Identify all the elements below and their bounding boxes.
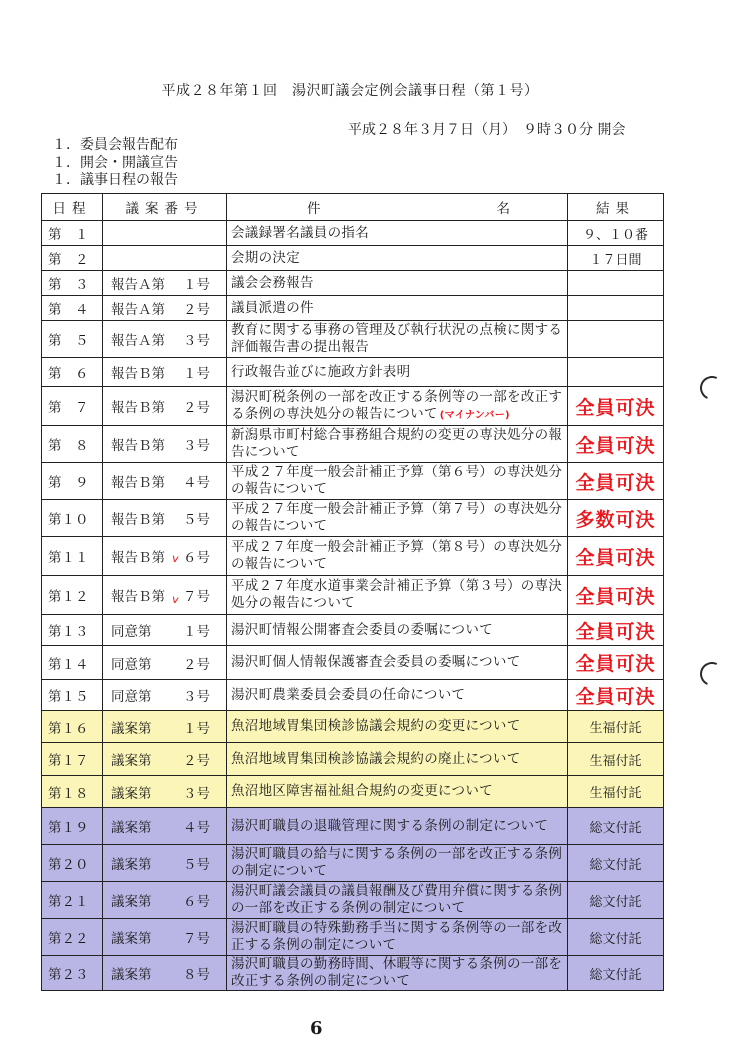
table-row xyxy=(42,246,664,271)
bill-number-prefix: 同意第 xyxy=(111,689,152,705)
item-name: 湯沢町職員の特殊勤務手当に関する条例等の一部を改正する条例の制定について xyxy=(231,920,563,953)
bill-number-value: ７号 xyxy=(183,589,210,605)
cell-result xyxy=(568,882,664,919)
bill-number-value: ３号 xyxy=(183,689,210,705)
bill-number-value: ２号 xyxy=(183,656,210,673)
agenda-item-number: １． xyxy=(52,154,80,171)
cell-name xyxy=(227,463,568,500)
table-row xyxy=(42,919,664,956)
cell-name xyxy=(227,743,568,776)
cell-name xyxy=(227,246,568,271)
table-row xyxy=(42,845,664,882)
bill-number-prefix: 報告Ａ第 xyxy=(111,333,165,349)
bill-number-prefix: 報告Ｂ第 xyxy=(111,366,165,382)
cell-day: 第１９ xyxy=(42,808,103,845)
bill-number-prefix: 議案第 xyxy=(111,894,152,910)
table-row xyxy=(42,537,664,576)
table-header-row xyxy=(42,194,664,221)
bill-number-value: １号 xyxy=(183,624,210,640)
bill-number-value: ６号 xyxy=(183,550,210,566)
table-row xyxy=(42,500,664,537)
cell-result xyxy=(568,500,664,537)
item-name: 湯沢町情報公開審査会委員の委嘱について xyxy=(231,621,493,638)
agenda-item xyxy=(52,137,178,155)
cell-bill-number xyxy=(103,246,227,271)
table-row xyxy=(42,882,664,919)
table-row xyxy=(42,680,664,711)
cell-name xyxy=(227,919,568,956)
cell-day: 第１８ xyxy=(42,776,103,808)
cell-day: 第 ２ xyxy=(42,246,103,271)
result-text: １７日間 xyxy=(589,252,642,268)
cell-name xyxy=(227,500,568,537)
bill-number-value: １号 xyxy=(183,720,210,737)
bill-number-prefix: 報告Ｂ第 xyxy=(111,475,165,491)
table-row xyxy=(42,776,664,808)
page-number: 6 xyxy=(310,1018,323,1039)
cell-result xyxy=(568,321,664,358)
item-name: 平成２７年度一般会計補正予算（第７号）の専決処分の報告について xyxy=(231,501,563,534)
cell-name xyxy=(227,646,568,680)
cell-name xyxy=(227,426,568,463)
cell-result xyxy=(568,845,664,882)
table-row xyxy=(42,358,664,387)
cell-day: 第１５ xyxy=(42,680,103,711)
table-row xyxy=(42,711,664,743)
table-row xyxy=(42,646,664,680)
table-row xyxy=(42,221,664,246)
cell-bill-number xyxy=(103,680,227,711)
bill-number-prefix: 議案第 xyxy=(111,967,152,983)
table-row xyxy=(42,296,664,321)
agenda-item-text: 委員会報告配布 xyxy=(80,137,178,153)
bill-number-prefix: 報告Ａ第 xyxy=(111,277,165,293)
cell-bill-number xyxy=(103,296,227,321)
cell-day: 第 ４ xyxy=(42,296,103,321)
cell-day: 第１３ xyxy=(42,615,103,646)
cell-day: 第１６ xyxy=(42,711,103,743)
result-stamp: 全員可決 xyxy=(575,585,656,608)
result-stamp: 多数可決 xyxy=(575,508,656,531)
cell-day: 第 ３ xyxy=(42,271,103,296)
cell-day: 第 ９ xyxy=(42,463,103,500)
result-stamp: 全員可決 xyxy=(575,396,656,419)
cell-name xyxy=(227,387,568,426)
bill-number-prefix: 報告Ｂ第 xyxy=(111,400,165,416)
bill-number-prefix: 議案第 xyxy=(111,785,152,802)
cell-day: 第２３ xyxy=(42,956,103,991)
cell-result xyxy=(568,246,664,271)
cell-bill-number xyxy=(103,882,227,919)
cell-result xyxy=(568,919,664,956)
cell-bill-number xyxy=(103,358,227,387)
bill-number-prefix: 議案第 xyxy=(111,857,152,873)
cell-name xyxy=(227,576,568,615)
item-name: 魚沼地域胃集団検診協議会規約の廃止について xyxy=(231,750,521,767)
cell-day: 第 ６ xyxy=(42,358,103,387)
bill-number-prefix: 議案第 xyxy=(111,753,152,769)
handwritten-note: (マイナンバー) xyxy=(439,409,510,421)
table-row xyxy=(42,956,664,991)
result-stamp: 全員可決 xyxy=(575,685,656,708)
result-stamp: 全員可決 xyxy=(575,653,656,675)
result-stamp: 全員可決 xyxy=(575,620,656,643)
cell-result xyxy=(568,221,664,246)
page-title: 平成２８年第１回 湯沢町議会定例会議事日程（第１号） xyxy=(161,83,539,99)
cell-result xyxy=(568,615,664,646)
bill-number-value: １号 xyxy=(183,366,210,382)
cell-day: 第 ５ xyxy=(42,321,103,358)
cell-day: 第 １ xyxy=(42,221,103,246)
item-name: 行政報告並びに施政方針表明 xyxy=(231,363,411,380)
agenda-items xyxy=(52,137,178,190)
cell-name xyxy=(227,845,568,882)
bill-number-value: ３号 xyxy=(183,438,210,454)
bill-number-prefix: 報告Ｂ第 xyxy=(111,438,165,454)
bill-number-value: ５号 xyxy=(183,512,210,528)
item-name: 会期の決定 xyxy=(231,249,300,266)
item-name: 議員派遣の件 xyxy=(231,299,314,316)
bill-number-value: ５号 xyxy=(183,857,210,873)
item-name: 議会会務報告 xyxy=(231,274,314,291)
item-name: 湯沢町個人情報保護審査会委員の委嘱について xyxy=(231,654,521,670)
item-name: 湯沢町議会議員の議員報酬及び費用弁償に関する条例の一部を改正する条例の制定について xyxy=(231,883,563,916)
item-name: 会議録署名議員の指名 xyxy=(231,224,369,241)
table-row xyxy=(42,271,664,296)
cell-bill-number xyxy=(103,500,227,537)
item-name: 魚沼地域胃集団検診協議会規約の変更について xyxy=(231,718,521,734)
cell-bill-number xyxy=(103,321,227,358)
cell-result xyxy=(568,271,664,296)
cell-name xyxy=(227,271,568,296)
result-stamp: 全員可決 xyxy=(575,471,656,494)
cell-result xyxy=(568,358,664,387)
bill-number-value: ２号 xyxy=(183,302,210,318)
table-row xyxy=(42,576,664,615)
cell-day: 第１７ xyxy=(42,743,103,776)
cell-day: 第２１ xyxy=(42,882,103,919)
cell-bill-number xyxy=(103,919,227,956)
bill-number-prefix: 報告Ｂ第 xyxy=(111,589,165,605)
cell-result xyxy=(568,426,664,463)
bill-number-prefix: 議案第 xyxy=(111,820,152,836)
cell-bill-number xyxy=(103,221,227,246)
bill-number-value: ２号 xyxy=(183,400,210,416)
agenda-item xyxy=(52,155,178,173)
item-name: 湯沢町職員の給与に関する条例の一部を改正する条例の制定について xyxy=(231,846,563,879)
table-row xyxy=(42,808,664,845)
result-text: 総文付託 xyxy=(589,931,642,947)
bill-number-prefix: 議案第 xyxy=(111,720,152,737)
check-mark: v xyxy=(170,551,180,566)
result-text: 総文付託 xyxy=(589,894,642,910)
cell-bill-number xyxy=(103,615,227,646)
result-text: ９、１０番 xyxy=(582,227,648,243)
cell-name xyxy=(227,776,568,808)
item-name: 平成２７年度一般会計補正予算（第８号）の専決処分の報告について xyxy=(231,539,563,572)
table-row xyxy=(42,463,664,500)
cell-day: 第 ７ xyxy=(42,387,103,426)
cell-day: 第 ８ xyxy=(42,426,103,463)
cell-bill-number xyxy=(103,537,227,576)
table-row xyxy=(42,743,664,776)
schedule-table xyxy=(41,193,664,991)
result-text: 総文付託 xyxy=(589,967,642,983)
bill-number-value: ８号 xyxy=(183,967,210,983)
punch-hole xyxy=(697,659,728,690)
item-name: 湯沢町税条例の一部を改正する条例等の一部を改正する条例の専決処分の報告について xyxy=(231,388,563,422)
header-number: 議案番号 xyxy=(103,194,227,221)
cell-name xyxy=(227,358,568,387)
cell-name xyxy=(227,882,568,919)
item-name: 湯沢町職員の退職管理に関する条例の制定について xyxy=(231,817,549,834)
cell-bill-number xyxy=(103,743,227,776)
bill-number-value: １号 xyxy=(183,277,210,293)
bill-number-value: ６号 xyxy=(183,894,210,910)
cell-bill-number xyxy=(103,463,227,500)
cell-name xyxy=(227,296,568,321)
cell-result xyxy=(568,743,664,776)
cell-name xyxy=(227,956,568,991)
bill-number-prefix: 報告Ｂ第 xyxy=(111,512,165,528)
bill-number-value: ３号 xyxy=(183,785,210,802)
result-text: 生福付託 xyxy=(589,721,642,736)
cell-bill-number xyxy=(103,956,227,991)
meeting-date: 平成２８年３月７日（月） ９時３０分 開会 xyxy=(348,122,626,138)
cell-result xyxy=(568,296,664,321)
cell-bill-number xyxy=(103,776,227,808)
bill-number-value: ４号 xyxy=(183,475,210,491)
cell-bill-number xyxy=(103,426,227,463)
cell-bill-number xyxy=(103,711,227,743)
result-text: 総文付託 xyxy=(589,820,642,836)
cell-result xyxy=(568,576,664,615)
cell-day: 第２２ xyxy=(42,919,103,956)
bill-number-prefix: 同意第 xyxy=(111,656,152,673)
cell-name xyxy=(227,711,568,743)
cell-day: 第２０ xyxy=(42,845,103,882)
cell-result xyxy=(568,776,664,808)
cell-bill-number xyxy=(103,576,227,615)
item-name: 湯沢町農業委員会委員の任命について xyxy=(231,686,466,703)
cell-result xyxy=(568,711,664,743)
item-name: 平成２７年度一般会計補正予算（第６号）の専決処分の報告について xyxy=(231,464,563,497)
cell-day: 第１２ xyxy=(42,576,103,615)
bill-number-prefix: 同意第 xyxy=(111,624,152,640)
result-stamp: 全員可決 xyxy=(575,434,656,457)
cell-name xyxy=(227,808,568,845)
cell-name xyxy=(227,221,568,246)
cell-name xyxy=(227,680,568,711)
cell-bill-number xyxy=(103,845,227,882)
bill-number-value: ４号 xyxy=(183,820,210,836)
table-row xyxy=(42,387,664,426)
header-result: 結果 xyxy=(568,194,664,221)
result-text: 生福付託 xyxy=(589,753,642,769)
punch-hole xyxy=(697,373,728,404)
item-name: 新潟県市町村総合事務組合規約の変更の専決処分の報告について xyxy=(231,427,563,460)
agenda-item-number: １． xyxy=(52,137,80,153)
item-name: 魚沼地区障害福祉組合規約の変更について xyxy=(231,783,493,799)
agenda-item-text: 議事日程の報告 xyxy=(80,172,178,188)
header-name-left: 件 xyxy=(307,201,327,217)
result-text: 総文付託 xyxy=(589,857,642,873)
bill-number-value: ２号 xyxy=(183,753,210,769)
bill-number-prefix: 議案第 xyxy=(111,931,152,947)
check-mark: v xyxy=(170,592,180,607)
cell-bill-number xyxy=(103,808,227,845)
item-name: 湯沢町職員の勤務時間、休暇等に関する条例の一部を改正する条例の制定について xyxy=(231,956,563,989)
cell-day: 第１４ xyxy=(42,646,103,680)
table-row xyxy=(42,615,664,646)
table-row xyxy=(42,321,664,358)
item-name: 教育に関する事務の管理及び執行状況の点検に関する評価報告書の提出報告 xyxy=(231,322,563,355)
cell-name xyxy=(227,321,568,358)
result-text: 生福付託 xyxy=(589,786,642,801)
cell-bill-number xyxy=(103,387,227,426)
header-name-right: 名 xyxy=(496,201,516,217)
table-row xyxy=(42,426,664,463)
bill-number-prefix: 報告Ａ第 xyxy=(111,302,165,318)
cell-result xyxy=(568,956,664,991)
agenda-item-text: 開会・開議宣告 xyxy=(80,154,178,171)
cell-name xyxy=(227,537,568,576)
cell-result xyxy=(568,387,664,426)
bill-number-prefix: 報告Ｂ第 xyxy=(111,550,165,566)
header-day: 日程 xyxy=(42,194,103,221)
cell-bill-number xyxy=(103,271,227,296)
header-name xyxy=(227,194,568,221)
cell-result xyxy=(568,537,664,576)
cell-result xyxy=(568,646,664,680)
cell-day: 第１０ xyxy=(42,500,103,537)
cell-result xyxy=(568,680,664,711)
cell-day: 第１１ xyxy=(42,537,103,576)
cell-result xyxy=(568,463,664,500)
result-stamp: 全員可決 xyxy=(575,546,656,569)
bill-number-value: ７号 xyxy=(183,931,210,947)
agenda-item-number: １． xyxy=(52,172,80,188)
cell-bill-number xyxy=(103,646,227,680)
bill-number-value: ３号 xyxy=(183,333,210,349)
item-name: 平成２７年度水道事業会計補正予算（第３号）の専決処分の報告について xyxy=(231,578,563,611)
cell-result xyxy=(568,808,664,845)
cell-name xyxy=(227,615,568,646)
agenda-item xyxy=(52,172,178,190)
